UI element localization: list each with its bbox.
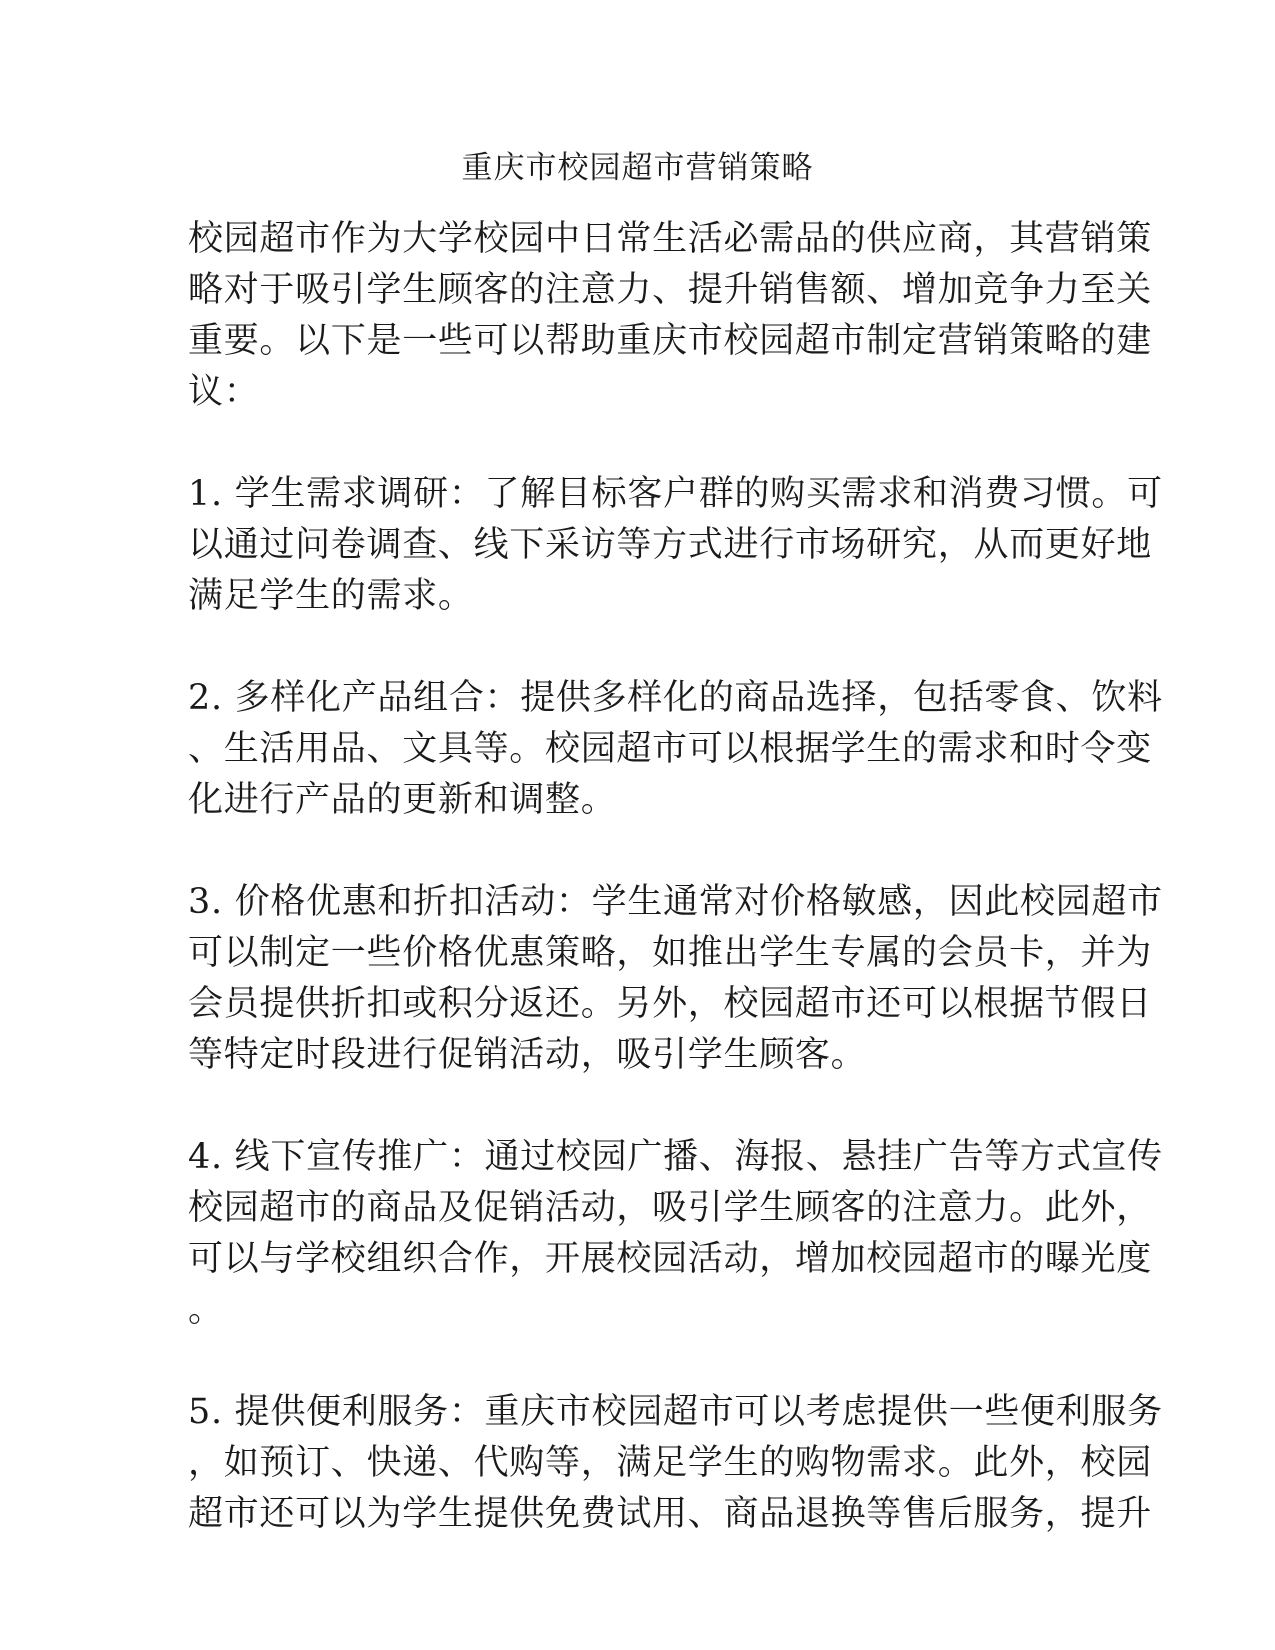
- paragraph-spacer: [188, 622, 1088, 673]
- text-line: 超市还可以为学生提供免费试用、商品退换等售后服务，提升: [188, 1494, 1152, 1534]
- text-line: 以通过问卷调查、线下采访等方式进行市场研究，从而更好地: [188, 525, 1152, 565]
- paragraph-spacer: [188, 826, 1088, 877]
- text-line: 5. 提供便利服务：重庆市校园超市可以考虑提供一些便利服务: [188, 1392, 1163, 1432]
- text-line: 化进行产品的更新和调整。: [188, 780, 617, 820]
- text-line: 校园超市作为大学校园中日常生活必需品的供应商，其营销策: [188, 219, 1152, 259]
- paragraph-spacer: [188, 1336, 1088, 1387]
- text-line: 校园超市的商品及促销活动，吸引学生顾客的注意力。此外，: [188, 1188, 1152, 1228]
- paragraph-spacer: [188, 418, 1088, 469]
- text-line: 。: [188, 1290, 224, 1330]
- text-line: 等特定时段进行促销活动，吸引学生顾客。: [188, 1035, 867, 1075]
- text-line: 3. 价格优惠和折扣活动：学生通常对价格敏感，因此校园超市: [188, 882, 1163, 922]
- paragraph-item-4: [188, 1132, 1163, 1336]
- document-title: 重庆市校园超市营销策略: [461, 150, 814, 186]
- text-line: 略对于吸引学生顾客的注意力、提升销售额、增加竞争力至关: [188, 270, 1152, 310]
- text-line: 可以制定一些价格优惠策略，如推出学生专属的会员卡，并为: [188, 933, 1152, 973]
- paragraph-spacer: [188, 1081, 1088, 1132]
- paragraph-item-5: [188, 1387, 1163, 1540]
- text-line: 满足学生的需求。: [188, 576, 474, 616]
- text-line: 议：: [188, 372, 260, 412]
- text-line: 1. 学生需求调研：了解目标客户群的购买需求和消费习惯。可: [188, 474, 1163, 514]
- text-line: 可以与学校组织合作，开展校园活动，增加校园超市的曝光度: [188, 1239, 1152, 1279]
- text-line: 2. 多样化产品组合：提供多样化的商品选择，包括零食、饮料: [188, 678, 1163, 718]
- paragraph-item-3: [188, 877, 1163, 1081]
- text-line: 4. 线下宣传推广：通过校园广播、海报、悬挂广告等方式宣传: [188, 1137, 1163, 1177]
- paragraph-item-2: [188, 673, 1163, 826]
- text-line: ，如预订、快递、代购等，满足学生的购物需求。此外，校园: [188, 1443, 1152, 1483]
- document-body: [188, 214, 1163, 1540]
- text-line: 重要。以下是一些可以帮助重庆市校园超市制定营销策略的建: [188, 321, 1152, 361]
- text-line: 、生活用品、文具等。校园超市可以根据学生的需求和时令变: [188, 729, 1152, 769]
- paragraph-item-1: [188, 469, 1163, 622]
- paragraph-intro: [188, 214, 1152, 418]
- text-line: 会员提供折扣或积分返还。另外，校园超市还可以根据节假日: [188, 984, 1152, 1024]
